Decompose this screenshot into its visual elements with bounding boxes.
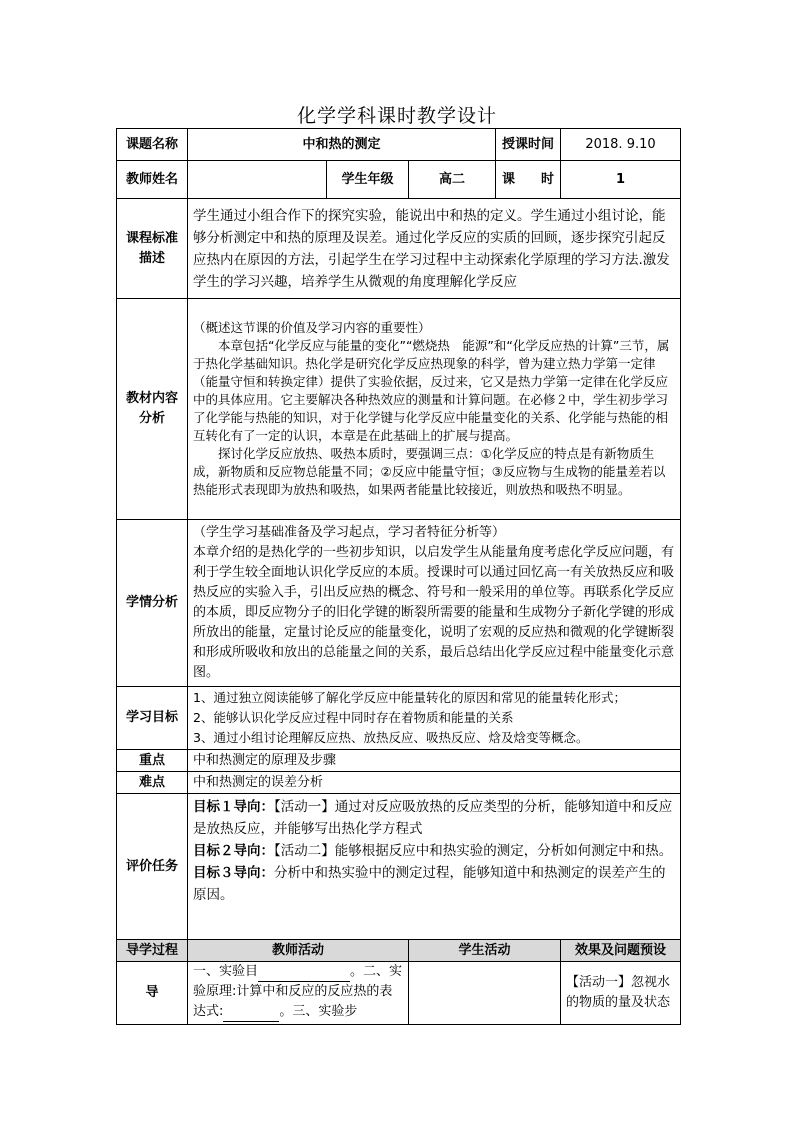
material-label: 教材内容分析 bbox=[117, 299, 188, 520]
teacher-value bbox=[188, 161, 327, 199]
material-cell bbox=[188, 299, 681, 520]
evaluation-row bbox=[117, 794, 681, 940]
process-header-effect: 效果及问题预设 bbox=[561, 940, 681, 962]
key-text: 中和热测定的原理及步骤 bbox=[188, 750, 681, 772]
process-header-teacher: 教师活动 bbox=[188, 940, 409, 962]
grade-value: 高二 bbox=[409, 161, 496, 199]
material-note: （概述这节课的价值及学习内容的重要性） bbox=[193, 320, 431, 335]
date-value: 2018. 9.10 bbox=[561, 129, 681, 161]
key-row bbox=[117, 750, 681, 772]
objective-item: 3、通过小组讨论理解反应热、放热反应、吸热反应、焓及焓变等概念。 bbox=[193, 730, 589, 745]
topic-value: 中和热的测定 bbox=[188, 129, 496, 161]
difficulty-row bbox=[117, 772, 681, 794]
key-label: 重点 bbox=[117, 750, 188, 772]
task-3-text: 分析中和热实验中的测定过程，能够知道中和热测定的误差产生的原因。 bbox=[193, 865, 666, 903]
material-paragraph-2: 探讨化学反应放热、吸热本质时，要强调三点：①化学反应的特点是有新物质生成，新物质和反应物总能量不同；②反应中能量守恒；③反应物与生成物的能量差若以热能形式表现即为放热和吸热，如果两者能量比较接近，则放热和吸热不明显。 bbox=[193, 446, 666, 497]
teacher-label: 教师姓名 bbox=[117, 161, 188, 199]
evaluation-task-1 bbox=[193, 796, 675, 840]
difficulty-label: 难点 bbox=[117, 772, 188, 794]
process-effect-cell: 【活动一】忽视水的物质的量及状态 bbox=[561, 962, 681, 1025]
topic-label: 课题名称 bbox=[117, 129, 188, 161]
process-row bbox=[117, 962, 681, 1025]
material-row bbox=[117, 299, 681, 520]
teacher-row bbox=[117, 161, 681, 199]
lesson-plan-table bbox=[116, 128, 681, 1025]
evaluation-task-3 bbox=[193, 862, 675, 906]
process-student-cell bbox=[409, 962, 561, 1025]
topic-row bbox=[117, 129, 681, 161]
evaluation-cell bbox=[188, 794, 681, 940]
objectives-label: 学习目标 bbox=[117, 687, 188, 750]
evaluation-label: 评价任务 bbox=[117, 794, 188, 940]
learner-row bbox=[117, 520, 681, 687]
learner-cell bbox=[188, 520, 681, 687]
process-teacher-cell bbox=[188, 962, 409, 1025]
period-label: 课 时 bbox=[496, 161, 561, 199]
process-header-row bbox=[117, 940, 681, 962]
objective-item: 1、通过独立阅读能够了解化学反应中能量转化的原因和常见的能量转化形式； bbox=[193, 690, 626, 705]
learner-label: 学情分析 bbox=[117, 520, 188, 687]
learner-text: 本章介绍的是热化学的一些初步知识，以启发学生从能量角度考虑化学反应问题，有利于学生较全面地认识化学反应的本质。授课时可以通过回忆高一有关放热反应和吸热反应的实验入手，引出反应热的概念、符号和一般采用的单位等。再联系化学反应的本质，即反应物分子的旧化学键的断裂所需要的能量和生成物分子新化学键的形成所放出的能量，定量讨论反应的能量变化，说明了宏观的反应热和微观的化学键断裂和形成所吸收和放出的总能量之间的关系，最后总结出化学反应过程中能量变化示意图。 bbox=[193, 545, 675, 680]
period-value: 1 bbox=[561, 161, 681, 199]
learner-note: （学生学习基础准备及学习起点，学习者特征分析等） bbox=[193, 525, 506, 540]
material-paragraph-1: 本章包括“化学反应与能量的变化”“燃烧热 能源”和“化学反应热的计算”三节，属于热化学基础知识。热化学是研究化学反应热现象的科学，曾为建立热力学第一定律（能量守恒和转换定律）提供了实验依据，反过来，它又是热力学第一定律在化学反应中的具体应用。它主要解决各种热效应的测量和计算问题。在必修２中，学生初步学习了化学能与热能的知识，对于化学键与化学反应中能量变化的关系、化学能与热能的相互转化有了一定的认识，本章是在此基础上的扩展与提高。 bbox=[193, 338, 670, 443]
objective-item: 2、能够认识化学反应过程中同时存在着物质和能量的关系 bbox=[193, 710, 514, 725]
process-header-stage: 导学过程 bbox=[117, 940, 188, 962]
task-2-heading: 目标２导向： bbox=[193, 843, 274, 859]
standard-text: 学生通过小组合作下的探究实验，能说出中和热的定义。学生通过小组讨论，能够分析测定中和热的原理及误差。通过化学反应的实质的回顾，逐步探究引起反应热内在原因的方法，引起学生在学习过程中主动探索化学原理的学习方法.激发学生的学习兴趣，培养学生从微观的角度理解化学反应 bbox=[188, 199, 681, 299]
fill-blank bbox=[223, 1007, 279, 1022]
task-1-text: 【活动一】通过对反应吸放热的反应类型的分析，能够知道中和反应是放热反应，并能够写出热化学方程式 bbox=[193, 799, 673, 837]
standard-row bbox=[117, 199, 681, 299]
teacher-activity-part-1: 一、实验目 bbox=[193, 964, 259, 979]
fill-blank bbox=[258, 967, 350, 982]
teacher-activity-part-2: 。二、实验原理:计算中和反应的反应热的表达式: bbox=[193, 964, 403, 1019]
grade-label: 学生年级 bbox=[327, 161, 409, 199]
task-2-text: 【活动二】能够根据反应中和热实验的测定，分析如何测定中和热。 bbox=[274, 843, 673, 859]
process-header-student: 学生活动 bbox=[409, 940, 561, 962]
task-3-heading: 目标３导向： bbox=[193, 865, 274, 881]
difficulty-text: 中和热测定的误差分析 bbox=[188, 772, 681, 794]
objectives-row bbox=[117, 687, 681, 750]
document-title: 化学学科课时教学设计 bbox=[296, 105, 497, 127]
objectives-cell bbox=[188, 687, 681, 750]
evaluation-task-2 bbox=[193, 840, 675, 862]
task-1-heading: 目标１导向： bbox=[193, 799, 274, 815]
standard-label: 课程标准描述 bbox=[117, 199, 188, 299]
process-stage: 导 bbox=[117, 962, 188, 1025]
date-label: 授课时间 bbox=[496, 129, 561, 161]
teacher-activity-part-3: 。三、实验步 bbox=[279, 1004, 358, 1019]
